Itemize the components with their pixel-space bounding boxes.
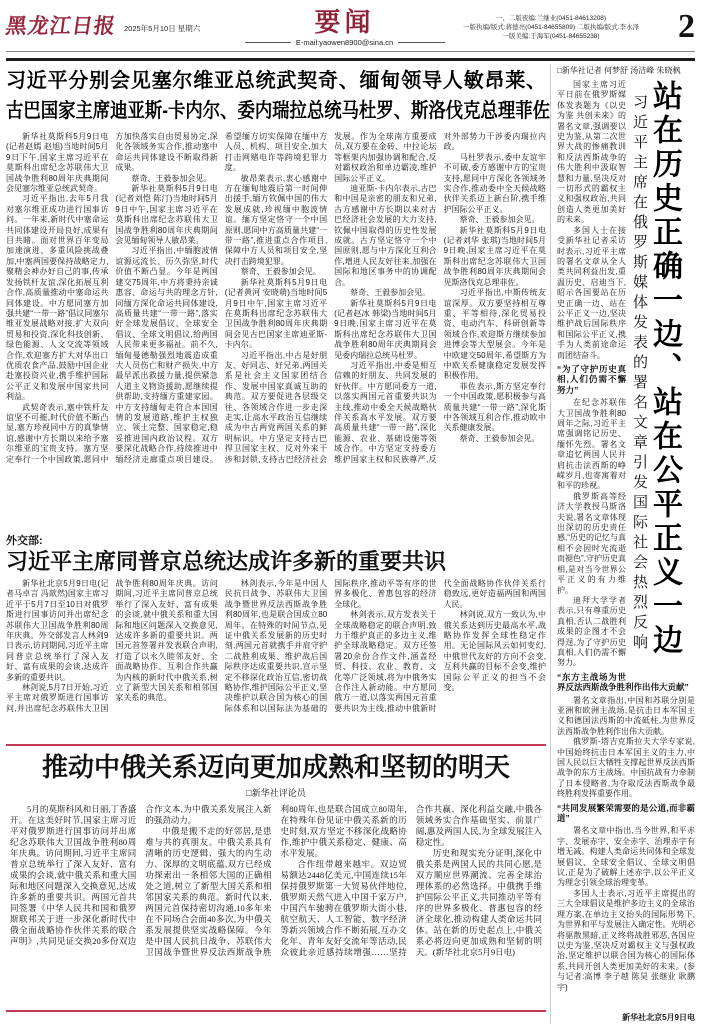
mfa-headline: 习近平主席同普京总统达成许多新的重要共识	[6, 549, 447, 574]
page-number: 2	[678, 8, 695, 45]
article-paragraph: 历史和现实充分证明,深化中俄关系是两国人民的共同心愿,是双方顺应世界潮流、完善全球治理体系的必然选择。中俄携手维护国际公平正义,共同推动平等有序的世界多极化、普惠包容的经济全球化,推动构建人类命运共同体。站在新的历史起点上,中俄关系必将迈向更加成熟和坚韧的明天。(新华社北京5月9日电)	[415, 848, 542, 957]
masthead-rule	[6, 51, 695, 61]
right-article-body	[557, 80, 695, 1010]
right-column-article	[555, 64, 695, 1024]
editors-line-3: 一版美编:于海军(0451-84655238)	[502, 33, 600, 40]
article-paragraph: 多国人士表示,习近平主席提出的三大全球倡议是维护多边主义的全球治理方案,在单边主义抬头的国际形势下,为世界和平与发展注入确定性。光明必将驱散黑暗,正义终将战胜邪恶,各国应以史为鉴,坚决反对霸权主义与强权政治,坚定维护以联合国为核心的国际体系,共同开创人类更加美好的未来。(参与记者:高博 李子越 陈昊 张继业 耿鹏宇)	[557, 888, 695, 992]
article-paragraph: 蔡奇、王毅参加会见。	[459, 433, 540, 443]
vertical-headline-wrap	[631, 80, 680, 668]
article-paragraph: 俄罗斯-塔吉克斯拉夫大学专家说,中国始终抗击日本军国主义的主力,中国人民以巨大牺牲支撑起世界反法西斯战争的东方主战场。中国抗战有力牵制了日本侵略者,为夺取反法西斯战争最终胜利发挥重要作用。	[557, 737, 695, 799]
masthead-center	[242, 10, 447, 47]
lead-article	[6, 66, 550, 530]
article-paragraph: 林剑表示,双方发表关于全球战略稳定的联合声明,致力于维护真正的多边主义,维护全球战略稳定。双方还签署20余份合作文件,涵盖经贸、科技、农业、教育、文化等广泛领域,将为中俄务实合作注入新动能。中方愿同俄方一道,以落实两国元首重要共识为主线,推动中俄新时代全面战略协作伙伴关系行稳致远,更好造福两国和两国人民。	[334, 579, 546, 713]
mfa-article-body	[6, 579, 546, 737]
article-paragraph: 在纪念苏联伟大卫国战争胜利80周年之际,习近平主席强调铭记历史、缅怀先烈。署名文章追忆两国人民并肩抗击法西斯的峥嵘岁月,也寄寓着对和平的珍视。	[557, 398, 626, 491]
article-paragraph: 习近平指出,中斯传统友谊深厚。双方要坚持相互尊重、平等相待,深化贸易投资、电动汽车、科研创新等领域合作,欢迎斯方继续参加进博会等大型展会。今年是中欧建交50周年,希望斯方为中欧关系健康稳定发展发挥积极作用。	[443, 288, 546, 381]
article-paragraph: 合作纽带越来越牢。双边贸易额达2448亿美元,中国连续15年保持俄罗斯第一大贸易伙伴地位,俄罗斯天然气进入中国千家万户,中国汽车驰骋在俄罗斯大街小巷,航空航天、人工智能、数字经济等新兴领域合作不断拓展,互办文化年、青年友好交流年等活动,民众彼此亲近感持续增强……坚持合作共赢、深化利益交融,中俄各领域务实合作基础坚实、前景广阔,惠及两国人民,为全球发展注入稳定性。	[280, 804, 542, 957]
masthead	[6, 0, 695, 50]
article-paragraph: 蔡奇、王毅参加会见。	[350, 288, 431, 298]
issue-date: 2025年5月10日 星期六	[124, 23, 201, 33]
vertical-headline: 站在历史正确一边、站在公平正义一边	[648, 80, 681, 658]
right-article-dateline: 新华社北京5月9日电	[622, 1013, 695, 1022]
article-paragraph: 菲佐表示,斯方坚定奉行一个中国政策,愿积极参与高质量共建“一带一路”,深化斯中各领域互利合作,推动欧中关系健康发展。	[443, 381, 546, 433]
lead-headline-line1: 习近平分别会见塞尔维亚总统武契奇、缅甸领导人敏昂莱、	[6, 70, 546, 92]
article-paragraph: 习近平指出,中古是好朋友、好同志、好兄弟,两国关系是社会主义国家团结合作、发展中国家真诚互助的典范。双方要促进各层级交往、各领域合作进一步走深走实,让高水平政治互信继续成为中古两党两国关系的鲜明标识。中方坚定支持古巴捍卫国家主权、反对外来干涉和封锁,支持古巴经济社会发展。作为全球南方重要成员,双方要在金砖、中拉论坛等框架内加强协调和配合,反对霸权政治和单边霸凌,维护国际公平正义。	[224, 132, 437, 464]
lead-article-body	[6, 132, 546, 530]
lead-headline	[6, 66, 550, 126]
article-paragraph: 新华社莫斯科5月9日电(记者赵冰 韩梁)当地时间5月9日晚,国家主席习近平在莫斯科出席纪念苏联伟大卫国战争胜利80周年庆典期间会见委内瑞拉总统马杜罗。	[334, 298, 437, 360]
article-paragraph: 蔡奇、王毅参加会见。	[240, 267, 321, 277]
article-paragraph: 习近平指出,中缅胞波情谊源远流长、历久弥坚,时代价值不断凸显。今年是两国建交75周年,中方将秉持亲诚惠容、命运与共的理念方针,同缅方深化命运共同体建设,高质量共建“一带一路”,落实好全球发展倡议、全球安全倡议、全球文明倡议,给两国人民带来更多福祉。前不久,缅甸曼德勒强烈地震造成重大人员伤亡和财产损失,中方最早派出救援力量,提供紧急人道主义物资援助,愿继续提供帮助,支持缅方重建家园。中方支持缅甸走符合本国国情的发展道路,维护主权独立、领土完整、国家稳定,稳妥推进国内政治议程。双方要深化战略合作,持续推进中缅经济走廊重点项目建设。希望缅方切实保障在缅中方人员、机构、项目安全,加大打击网赌电诈等跨境犯罪力度。	[115, 132, 328, 464]
column-divider	[550, 64, 551, 1024]
article-paragraph: 国家主席习近平日前在俄罗斯媒体发表题为《以史为鉴 共创未来》的署名文章,强调要以史为鉴,从第二次世界大战的惨痛教训和反法西斯战争的伟大胜利中汲取智慧和力量,坚决反对一切形式的霸权主义和强权政治,共同创造人类更加美好的未来。	[557, 80, 626, 225]
article-paragraph: 俄罗斯高等经济大学教授马斯洛夫说,署名文章体现出深切的历史责任感,“历史的记忆与真相不会因时光流逝而褪色”,守护历史真相,是对当今世界公平正义的有力维护。	[557, 491, 626, 595]
mfa-kicker: 外交部:	[6, 535, 43, 547]
article-paragraph: 林剑表示,今年是中国人民抗日战争、苏联伟大卫国战争暨世界反法西斯战争胜利80周年,也是联合国成立80周年。在特殊的时间节点,见证中俄关系发展新的历史时刻,两国元首就携手并肩守护二战胜利成果、维护战后国际秩序达成重要共识,宣示坚定不移深化政治互信,密切战略协作,维护国际公平正义,坚决维护以联合国为核心的国际体系和以国际法为基础的国际秩序,推动平等有序的世界多极化、普惠包容的经济全球化。	[224, 579, 437, 713]
article-subhead: “共同发展繁荣需要的是公道,而非霸道”	[557, 802, 695, 824]
commentary-box	[6, 744, 546, 1012]
article-paragraph: 习近平指出,去年5月我对塞尔维亚成功进行国事访问。一年来,新时代中塞命运共同体建设开局良好,成果有目共睹。面对世界百年变局加速演进、多重风险挑战叠加,中塞两国要保持战略定力,聚精会神办好自己的事,传承发扬铁杆友谊,深化拓展互利合作,高质量推动中塞命运共同体建设。中方愿同塞方加强共建“一带一路”倡议同塞尔维亚发展战略对接,扩大双向贸易和投资,深化科技创新、绿色能源、人文交流等领域合作,欢迎塞方扩大对华出口优质农食产品,鼓励中国企业赴塞投资兴业,携手维护国际公平正义和发展中国家共同利益。	[6, 194, 109, 402]
article-paragraph: 署名文章中指出,当今世界,和平赤字、发展赤字、安全赤字、治理赤字有增无减。构建人类命运共同体和全球发展倡议、全球安全倡议、全球文明倡议,正是为了破解上述赤字,以公平正义为理念引领全球治理变革。	[557, 826, 695, 888]
article-paragraph: 蔡奇、王毅参加会见。	[131, 173, 212, 183]
section-email: E-mail:yaowen8900@sina.cn	[295, 38, 394, 47]
vertical-headline-block	[631, 80, 695, 668]
article-paragraph: 武契奇表示,塞中铁杆友谊坚不可摧,时代价值不断凸显,塞方珍视同中方的真挚情谊,感谢中方长期以来给予塞尔维亚的宝贵支持。塞方坚定奉行一个中国政策,愿同中方加快落实自由贸易协定,深化各领域务实合作,推动塞中命运共同体建设不断取得新成果。	[6, 132, 218, 464]
editors-block	[447, 14, 655, 41]
page-content	[6, 64, 695, 1024]
email-rule-left	[245, 42, 291, 43]
article-paragraph: 署名文章指出,中国和苏联分别是亚洲和欧洲主战场,是抗击日本军国主义和德国法西斯的中流砥柱,为世界反法西斯战争胜利作出伟大贡献。	[557, 695, 695, 736]
email-row	[245, 38, 445, 47]
commentary-body	[10, 804, 542, 1000]
article-paragraph: 迪亚斯-卡内尔表示,古巴和中国是亲密的朋友和兄弟,古方感谢中方长期以来对古巴经济社会发展的大力支持,钦佩中国取得的历史性发展成就。古方坚定恪守一个中国原则,愿与中方深化互利合作,增进人民友好往来,加强在国际和地区事务中的协调配合。	[334, 184, 437, 287]
article-paragraph: 习近平指出,中委是相互信赖的好朋友、共同发展的好伙伴。中方愿同委方一道,以落实两国元首重要共识为主线,推动中委全天候战略伙伴关系高水平发展。双方要高质量共建“一带一路”,深化能源、农业、基础设施等领域合作。中方坚定支持委方维护国家主权和民族尊严,反对外部势力干涉委内瑞拉内政。	[334, 132, 546, 464]
paper-name-logo: 黑龙江日报	[4, 14, 118, 38]
email-rule-right	[398, 42, 444, 43]
article-subhead: “为了守护历史真相,人们仍需不懈努力”	[557, 363, 626, 395]
masthead-left	[6, 10, 242, 40]
article-paragraph: 敏昂莱表示,衷心感谢中方在缅甸地震后第一时间伸出援手,缅方钦佩中国的伟大发展成就,珍视缅中胞波情谊。缅方坚定恪守一个中国原则,愿同中方高质量共建“一带一路”,推进重点合作项目,保障中方人员和项目安全,坚决打击跨境犯罪。	[224, 173, 328, 266]
mfa-article	[6, 535, 546, 737]
vertical-subtitle: 习近平主席在俄罗斯媒体发表的署名文章引发国际社会热烈反响	[631, 94, 648, 654]
editors-line-2: 一版执编/版式:蒋德亮(0451-84655809) 二版执编/版式:李永泽	[463, 24, 639, 31]
commentary-byline: □新华社评论员	[246, 788, 306, 798]
article-paragraph: 蔡奇、王毅参加会见。	[459, 215, 540, 225]
section-title: 要闻	[314, 8, 375, 37]
article-paragraph: 林剑说,5月7日开始,习近平主席对俄罗斯进行国事访问,并出席纪念苏联伟大卫国战争胜利80周年庆典。访问期间,习近平主席同普京总统举行了深入友好、富有成果的会谈,就中俄关系和重大国际和地区问题深入交换意见,达成许多新的重要共识。两国元首签署并发表联合声明,打造了以永久睦邻友好、全面战略协作、互利合作共赢为内核的新时代中俄关系,树立了新型大国关系和相邻国家关系的典范。	[6, 579, 218, 713]
article-paragraph: 多国人士在接受新华社记者采访时表示,习近平主席的署名文章从全人类共同利益出发,重温历史、启迪当下,昭示各国要站在历史正确一边、站在公平正义一边,坚决维护战后国际秩序和国际公平正义,携手为人类前途命运而团结奋斗。	[557, 225, 626, 360]
article-paragraph: 新华社莫斯科5月9日电(记者黄河 安晓萌)当地时间5月9日中午,国家主席习近平在莫斯科出席纪念苏联伟大卫国战争胜利80周年庆典期间会见古巴国家主席迪亚斯-卡内尔。	[224, 277, 328, 350]
article-paragraph: 新华社莫斯科5月9日电(记者赵嫣 赵旭)当地时间5月9日下午,国家主席习近平在莫斯科出席纪念苏联伟大卫国战争胜利80周年庆典期间会见塞尔维亚总统武契奇。	[6, 132, 109, 194]
lead-headline-line2: 古巴国家主席迪亚斯-卡内尔、委内瑞拉总统马杜罗、斯洛伐克总理菲佐	[6, 100, 550, 122]
article-paragraph: 新华社莫斯科5月9日电(记者刘恺 陈汀)当地时间5月9日中午,国家主席习近平在莫斯科出席纪念苏联伟大卫国战争胜利80周年庆典期间会见缅甸领导人敏昂莱。	[115, 184, 218, 246]
article-paragraph: 新华社莫斯科5月9日电(记者刘华 张琪)当地时间5月9日晚,国家主席习近平在莫斯科出席纪念苏联伟大卫国战争胜利80周年庆典期间会见斯洛伐克总理菲佐。	[443, 225, 546, 287]
left-column	[6, 64, 550, 1024]
article-paragraph: 中俄是搬不走的好邻居,是患难与共的真朋友。中俄关系具有清晰的历史逻辑、强大的内生动力、深厚的文明底蕴,双方已经成功探索出一条相邻大国的正确相处之道,树立了新型大国关系和相邻国家关系的典范。新时代以来,两国元首保持密切沟通,10多年来在不同场合会面40多次,为中俄关系发展提供坚实战略保障。今年是中国人民抗日战争、苏联伟大卫国战争暨世界反法西斯战争胜利80周年,也是联合国成立80周年,在特殊年份见证中俄关系新的历史时刻,双方坚定不移深化战略协作,维护中俄关系稳定、健康、高水平发展。	[145, 804, 407, 957]
article-paragraph: 马杜罗表示,委中友谊牢不可破,委方感谢中方的宝贵支持,愿同中方深化各领域务实合作,推动委中全天候战略伙伴关系迈上新台阶,携手维护国际公平正义。	[443, 152, 546, 214]
editors-line-1: 一、二版夜编:兰继业(0451-84613208)	[495, 15, 607, 22]
article-paragraph: 迪拜大学学者表示,只有尊重历史真相,否认二战胜利成果的企图才不会得逞,为了守护历史真相,人们仍需不懈努力。	[557, 595, 626, 668]
article-paragraph: 新华社北京5月9日电(记者马卓言 冯歆然)国家主席习近平于5月7日至10日对俄罗斯进行国事访问并出席纪念苏联伟大卫国战争胜利80周年庆典。外交部发言人林剑9日表示,访问期间,习近平主席同普京总统举行了深入友好、富有成果的会谈,达成许多新的重要共识。	[6, 579, 109, 682]
article-paragraph: 林剑说,双方一致认为,中俄关系达到历史最高水平,战略协作发挥全球性稳定作用。无论国际风云如何变幻,中俄世代友好的方向不会变,互利共赢的目标不会变,维护国际公平正义的担当不会变。	[443, 610, 546, 693]
article-paragraph: 5月的莫斯科风和日丽,丁香盛开。在这美好时节,国家主席习近平对俄罗斯进行国事访问并出席纪念苏联伟大卫国战争胜利80周年庆典。访问期间,习近平主席同普京总统举行了深入友好、富有成果的会谈,就中俄关系和重大国际和地区问题深入交换意见,达成许多新的重要共识。两国元首共同签署《中华人民共和国和俄罗斯联邦关于进一步深化新时代中俄全面战略协作伙伴关系的联合声明》,共同见证交换20多份双边合作文本,为中俄关系发展注入新的强劲动力。	[10, 804, 272, 946]
right-article-byline: □新华社记者 何梦舒 汤洁峰 朱晓枫	[557, 66, 681, 75]
article-subhead: “东方主战场为世界反法西斯战争胜利作出伟大贡献”	[557, 671, 689, 693]
commentary-headline: 推动中俄关系迈向更加成熟和坚韧的明天	[41, 753, 510, 782]
